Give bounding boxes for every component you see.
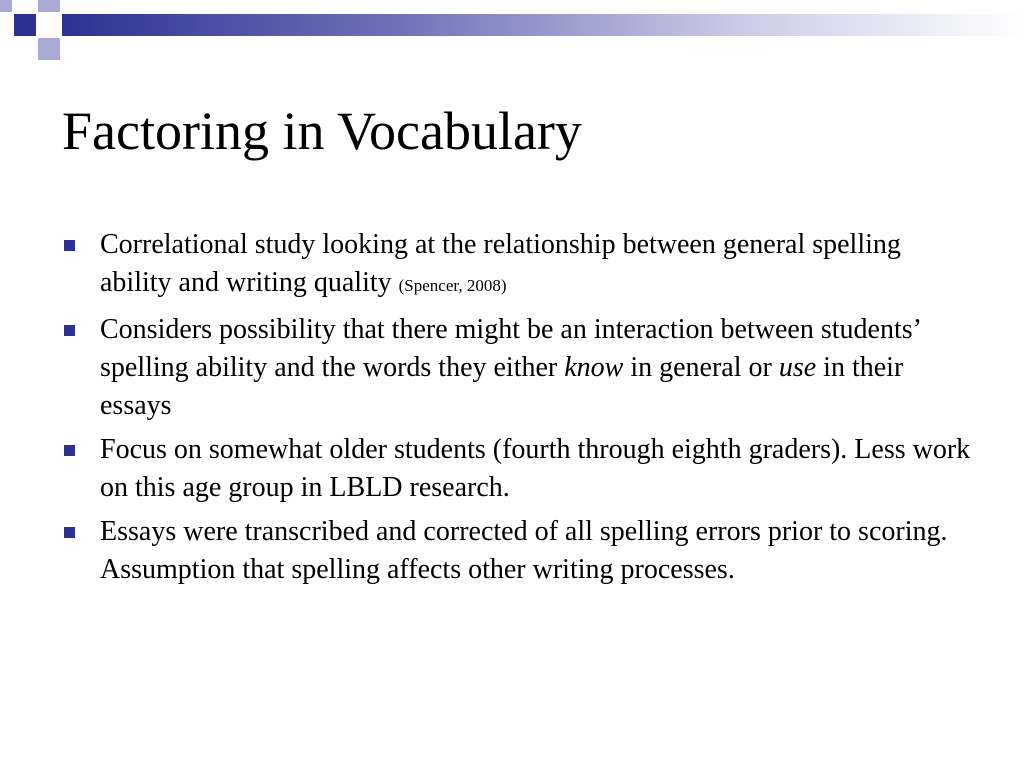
bullet-item	[64, 311, 974, 425]
bullet-item	[64, 513, 974, 589]
square-bullet-icon	[64, 527, 75, 538]
deco-square-6	[0, 0, 12, 12]
bullet-text: in general or	[630, 352, 772, 383]
bullet-text: Correlational study looking at the relationship between general spelling ability and writing quality	[100, 229, 901, 298]
bullet-item	[64, 431, 974, 507]
deco-square-5	[38, 38, 60, 60]
slide-title: Factoring in Vocabulary	[62, 101, 582, 161]
citation: (Spencer, 2008)	[398, 276, 507, 295]
deco-square-1	[14, 14, 36, 36]
emphasis-use: use	[778, 352, 817, 383]
square-bullet-icon	[64, 240, 75, 251]
square-bullet-icon	[64, 445, 75, 456]
deco-square-3	[38, 14, 60, 36]
deco-gradient-bar	[62, 14, 1024, 36]
bullet-text: Considers possibility that there might be an interaction between students’ spelling ability and the words they either	[100, 314, 920, 383]
emphasis-know: know	[564, 352, 624, 383]
bullet-text: Focus on somewhat older students (fourth through eighth graders). Less work on this age group in LBLD research.	[100, 434, 971, 503]
bullet-item	[64, 226, 974, 305]
deco-square-2	[38, 0, 60, 12]
bullet-text: in their essays	[100, 352, 904, 421]
square-bullet-icon	[64, 325, 75, 336]
header-decoration	[0, 0, 1024, 70]
bullet-list	[64, 226, 974, 595]
deco-square-4	[14, 38, 36, 60]
bullet-text: Essays were transcribed and corrected of all spelling errors prior to scoring. Assumption that spelling affects other writing processes.	[100, 516, 948, 585]
